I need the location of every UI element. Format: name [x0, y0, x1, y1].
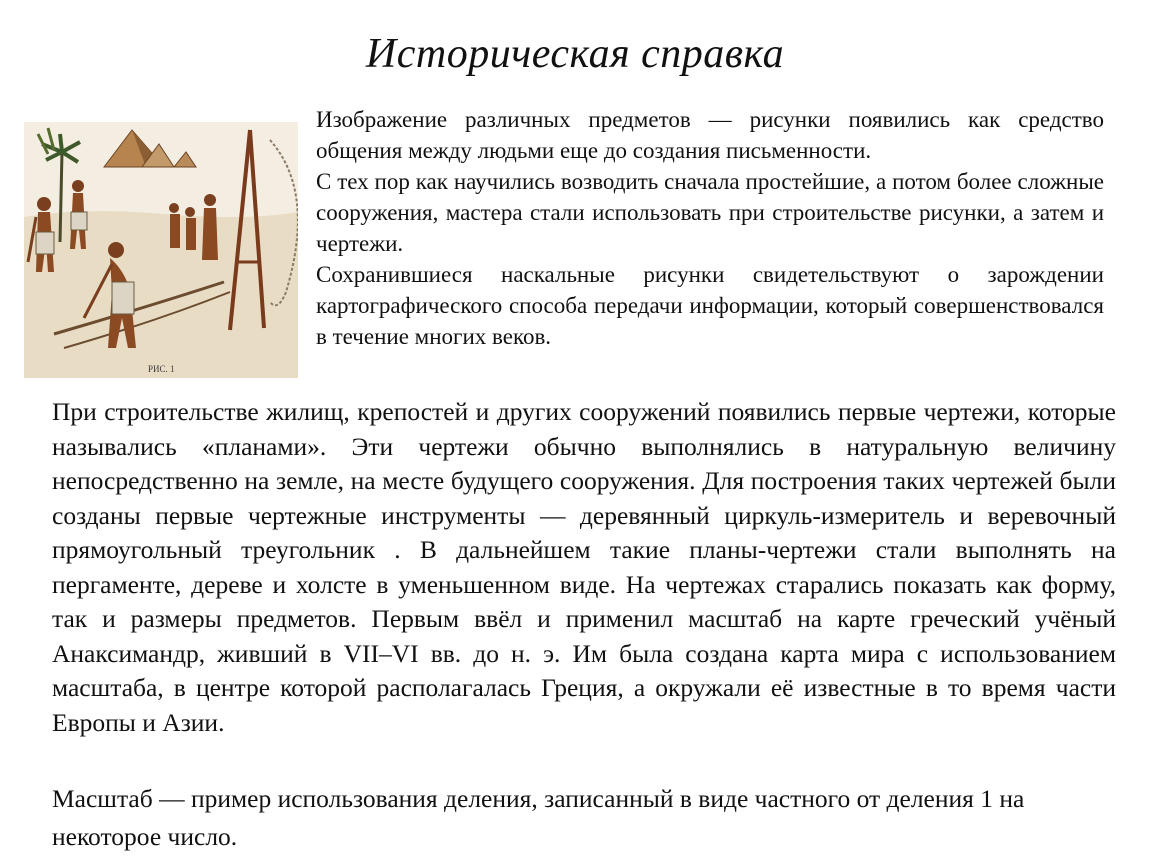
intro-paragraph-3: Сохранившиеся наскальные рисунки свидетельствуют о зарождении картографического способа передачи информации, который совершенствовался в течение многих веков.	[316, 262, 1104, 349]
main-text	[52, 395, 1116, 740]
definition-text: Масштаб — пример использования деления, записанный в виде частного от деления 1 на некоторое число.	[52, 784, 1025, 851]
figure-caption: РИС. 1	[148, 364, 175, 374]
intro-paragraph-2: С тех пор как научились возводить сначала простейшие, а потом более сложные сооружения, мастера стали использовать при строительстве рисунки, а затем и чертежи.	[316, 169, 1104, 256]
scale-definition	[52, 780, 1116, 856]
ancient-surveyors-illustration	[24, 122, 298, 378]
slide-title: Историческая справка	[365, 31, 785, 77]
intro-text	[316, 104, 1104, 352]
intro-paragraph-1: Изображение различных предметов — рисунки появились как средство общения между людьми еще до создания письменности.	[316, 107, 1104, 163]
main-paragraph: При строительстве жилищ, крепостей и других сооружений появились первые чертежи, которые назывались «планами». Эти чертежи обычно выполнялись в натуральную величину непосредственно на земле, на месте будущего сооружения. Для построения таких чертежей были созданы первые чертежные инструменты — деревянный циркуль-измеритель и веревочный прямоугольный треугольник . В дальнейшем такие планы-чертежи стали выполнять на пергаменте, дереве и холсте в уменьшенном виде. На чертежах старались показать как форму, так и размеры предметов. Первым ввёл и применил масштаб на карте греческий учёный Анаксимандр, живший в VII–VI вв. до н. э. Им была создана карта мира с использованием масштаба, в центре которой располагалась Греция, а окружали её известные в то время части Европы и Азии.	[52, 397, 1116, 737]
